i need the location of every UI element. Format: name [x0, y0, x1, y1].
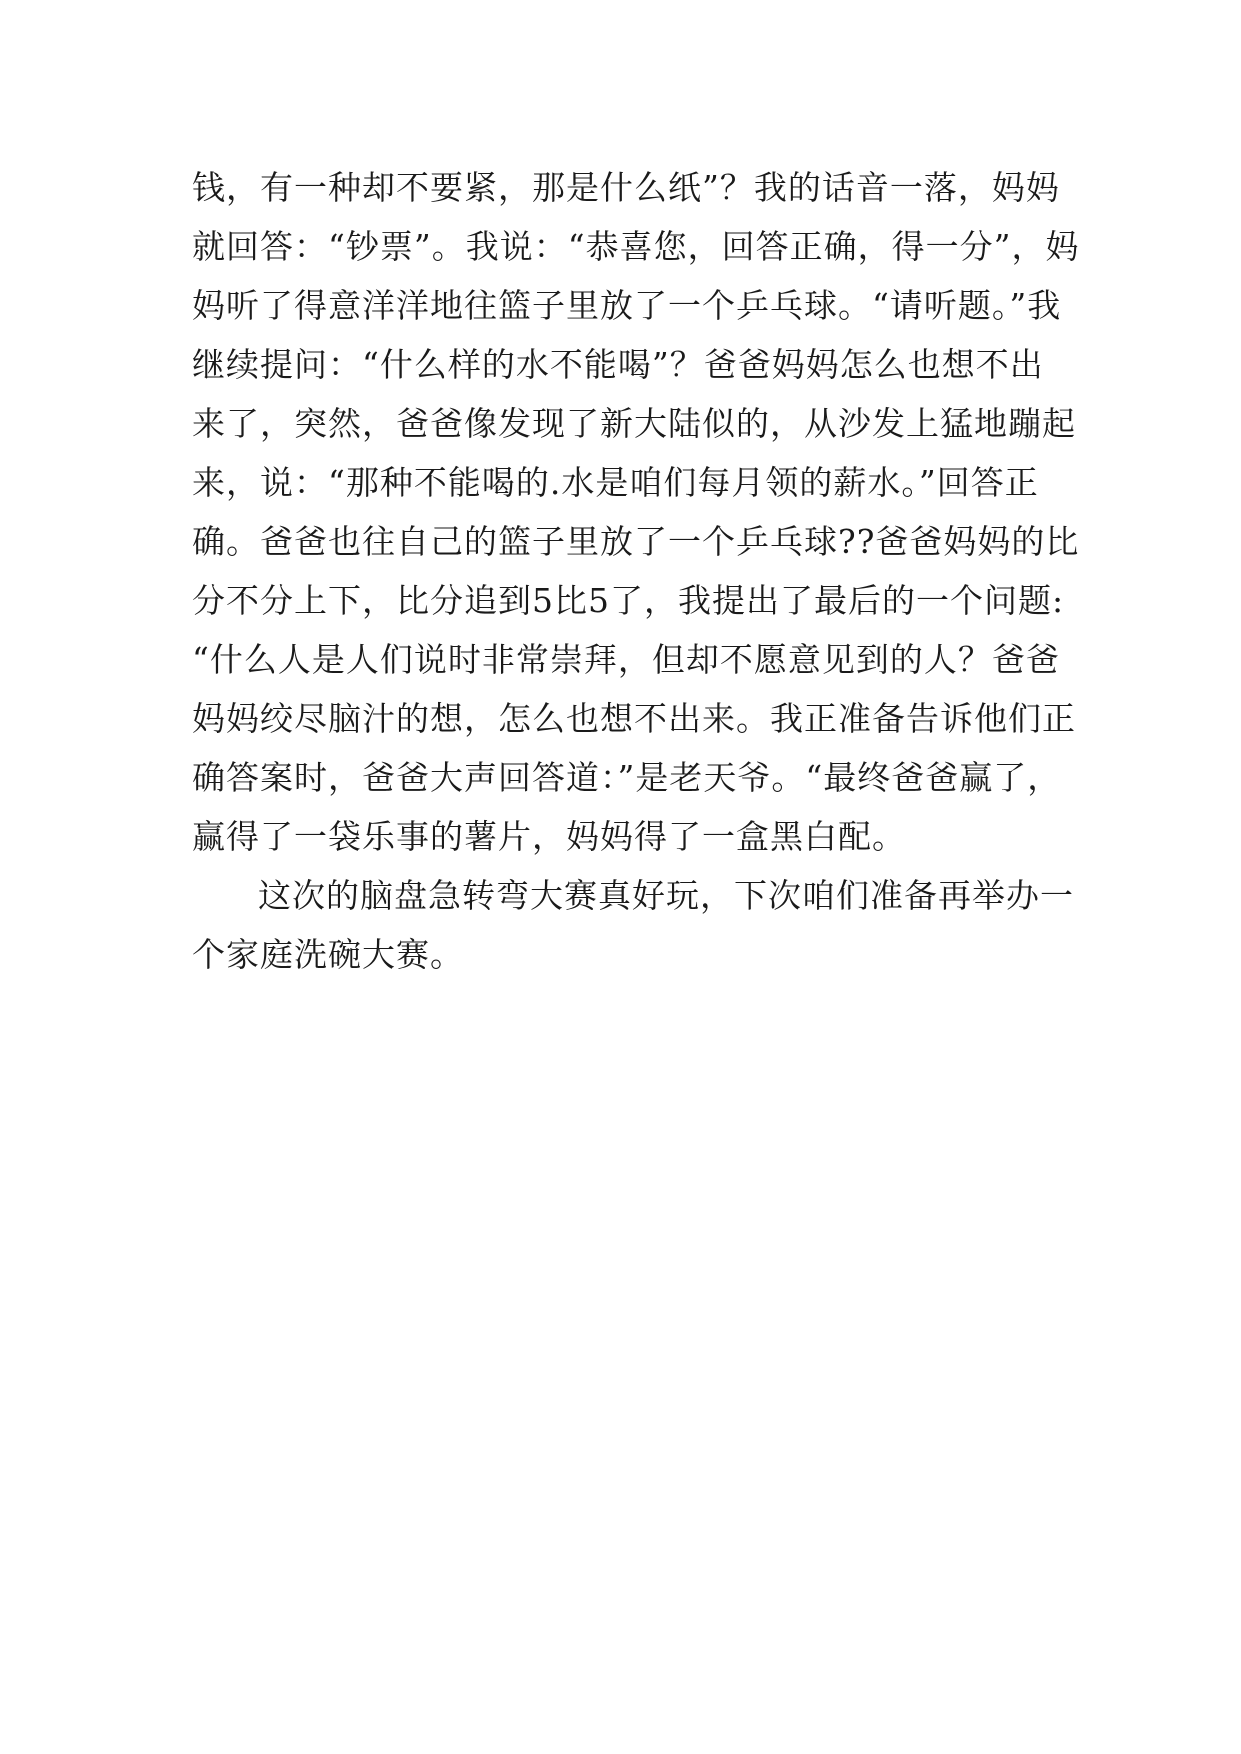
text-line: 继续提问：“什么样的水不能喝”？爸爸妈妈怎么也想不出 [192, 345, 1044, 384]
paragraph-2 [192, 866, 1072, 984]
text-line: 赢得了一袋乐事的薯片，妈妈得了一盒黑白配。 [192, 817, 906, 856]
text-line: 确。爸爸也往自己的篮子里放了一个乒乓球??爸爸妈妈的比 [192, 522, 1080, 561]
document-body [192, 158, 1080, 984]
text-line: 来了，突然，爸爸像发现了新大陆似的，从沙发上猛地蹦起 [192, 404, 1076, 443]
text-line: 钱，有一种却不要紧，那是什么纸”？我的话音一落，妈妈 [192, 168, 1060, 207]
text-line: 妈听了得意洋洋地往篮子里放了一个乒乓球。“请听题。”我 [192, 286, 1062, 325]
text-line: “什么人是人们说时非常崇拜，但却不愿意见到的人？爸爸 [192, 640, 1060, 679]
text-line: 确答案时，爸爸大声回答道：”是老天爷。“最终爸爸赢了， [192, 758, 1062, 797]
text-line: 来，说：“那种不能喝的.水是咱们每月领的薪水。”回答正 [192, 463, 1039, 502]
paragraph-1 [192, 158, 1080, 866]
text-line: 分不分上下，比分追到5比5了，我提出了最后的一个问题: [192, 581, 1065, 620]
text-line: 妈妈绞尽脑汁的想，怎么也想不出来。我正准备告诉他们正 [192, 699, 1076, 738]
text-line: 就回答：“钞票”。我说：“恭喜您，回答正确，得一分”，妈 [192, 227, 1080, 266]
text-line: 这次的脑盘急转弯大赛真好玩，下次咱们准备再举办一 [258, 876, 1074, 915]
text-line: 个家庭洗碗大赛。 [192, 935, 464, 974]
